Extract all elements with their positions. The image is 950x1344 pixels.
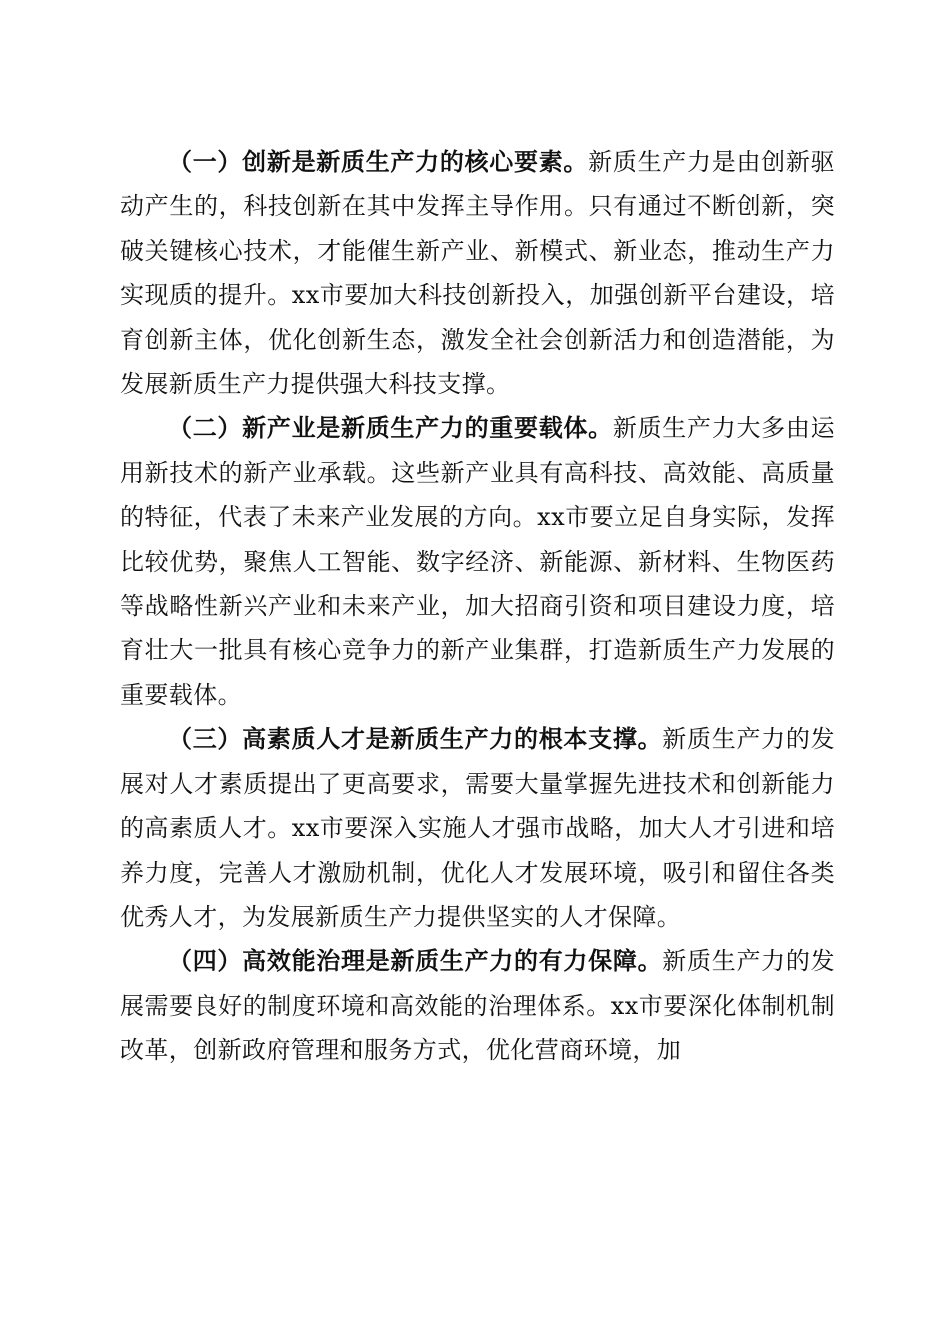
paragraph-2-body: 新质生产力大多由运用新技术的新产业承载。这些新产业具有高科技、高效能、高质量的特征，代表了未来产业发展的方向。xx市要立足自身实际，发挥比较优势，聚焦人工智能、数字经济、新能源、新材料、生物医药等战略性新兴产业和未来产业，加大招商引资和项目建设力度，培育壮大一批具有核心竞争力的新产业集群，打造新质生产力发展的重要载体。	[120, 414, 835, 709]
paragraph-4-body: 新质生产力的发展需要良好的制度环境和高效能的治理体系。xx市要深化体制机制改革，创新政府管理和服务方式，优化营商环境，加	[120, 947, 835, 1065]
paragraph-3-heading: （三）高素质人才是新质生产力的根本支撑。	[168, 724, 663, 754]
paragraph-4	[120, 939, 835, 1072]
document-body	[120, 140, 835, 1073]
paragraph-3-body: 新质生产力的发展对人才素质提出了更高要求，需要大量掌握先进技术和创新能力的高素质人才。xx市要深入实施人才强市战略，加大人才引进和培养力度，完善人才激励机制，优化人才发展环境，吸引和留住各类优秀人才，为发展新质生产力提供坚实的人才保障。	[120, 725, 835, 931]
paragraph-3	[120, 717, 835, 939]
paragraph-1	[120, 140, 835, 406]
paragraph-1-heading: （一）创新是新质生产力的核心要素。	[168, 147, 589, 176]
paragraph-2-heading: （二）新产业是新质生产力的重要载体。	[168, 413, 613, 443]
paragraph-2	[120, 406, 835, 717]
paragraph-4-heading: （四）高效能治理是新质生产力的有力保障。	[168, 946, 663, 976]
paragraph-1-body: 新质生产力是由创新驱动产生的，科技创新在其中发挥主导作用。只有通过不断创新，突破关键核心技术，才能催生新产业、新模式、新业态，推动生产力实现质的提升。xx市要加大科技创新投入，加强创新平台建设，培育创新主体，优化创新生态，激发全社会创新活力和创造潜能，为发展新质生产力提供强大科技支撑。	[120, 148, 835, 399]
